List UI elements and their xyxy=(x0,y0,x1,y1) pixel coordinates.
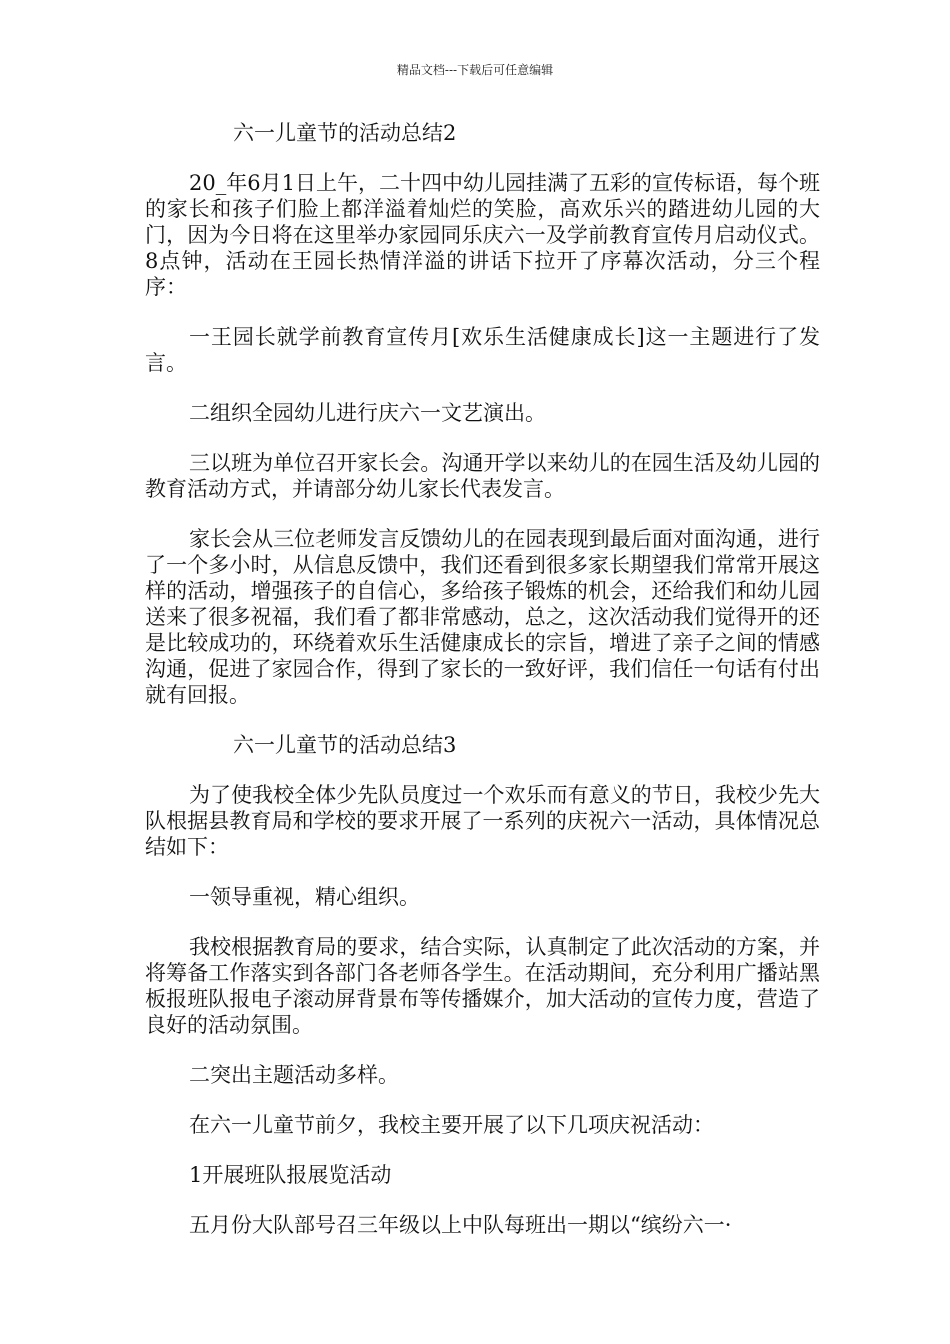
paragraph: 为了使我校全体少先队员度过一个欢乐而有意义的节日，我校少先大队根据县教育局和学校的要求开展了一系列的庆祝六一活动，具体情况总结如下： xyxy=(145,783,820,859)
paragraph: 在六一儿童节前夕，我校主要开展了以下几项庆祝活动： xyxy=(189,1113,714,1137)
document-body xyxy=(145,120,820,1262)
paragraph: 我校根据教育局的要求，结合实际，认真制定了此次活动的方案，并将筹备工作落实到各部门各老师各学生。在活动期间，充分利用广播站黑板报班队报电子滚动屏背景布等传播媒介，加大活动的宣传力度，营造了良好的活动氛围。 xyxy=(145,935,820,1037)
section-heading: 六一儿童节的活动总结2 xyxy=(233,121,457,145)
paragraph: 20_年6月1日上午，二十四中幼儿园挂满了五彩的宣传标语，每个班的家长和孩子们脸上都洋溢着灿烂的笑脸，高欢乐兴的踏进幼儿园的大门，因为今日将在这里举办家园同乐庆六一及学前教育宣传月启动仪式。8点钟，活动在王园长热情洋溢的讲话下拉开了序幕次活动，分三个程序： xyxy=(145,171,820,299)
paragraph: 三以班为单位召开家长会。沟通开学以来幼儿的在园生活及幼儿园的教育活动方式，并请部分幼儿家长代表发言。 xyxy=(145,451,820,501)
paragraph: 五月份大队部号召三年级以上中队每班出一期以“缤纷六一· xyxy=(189,1213,732,1237)
paragraph: 二突出主题活动多样。 xyxy=(189,1063,399,1087)
page-header: 精品文档---下载后可任意编辑 xyxy=(396,63,554,77)
paragraph: 一领导重视，精心组织。 xyxy=(189,885,420,909)
paragraph: 家长会从三位老师发言反馈幼儿的在园表现到最后面对面沟通，进行了一个多小时，从信息反馈中，我们还看到很多家长期望我们常常开展这样的活动，增强孩子的自信心，多给孩子锻炼的机会，还给我们和幼儿园送来了很多祝福，我们看了都非常感动，总之，这次活动我们觉得开的还是比较成功的，环绕着欢乐生活健康成长的宗旨，增进了亲子之间的情感沟通，促进了家园合作，得到了家长的一致好评，我们信任一句话有付出就有回报。 xyxy=(145,527,820,707)
paragraph: 二组织全园幼儿进行庆六一文艺演出。 xyxy=(189,401,546,425)
paragraph: 一王园长就学前教育宣传月[欢乐生活健康成长]这一主题进行了发言。 xyxy=(145,325,820,375)
section-heading: 六一儿童节的活动总结3 xyxy=(233,733,457,757)
paragraph: 1开展班队报展览活动 xyxy=(189,1163,392,1187)
